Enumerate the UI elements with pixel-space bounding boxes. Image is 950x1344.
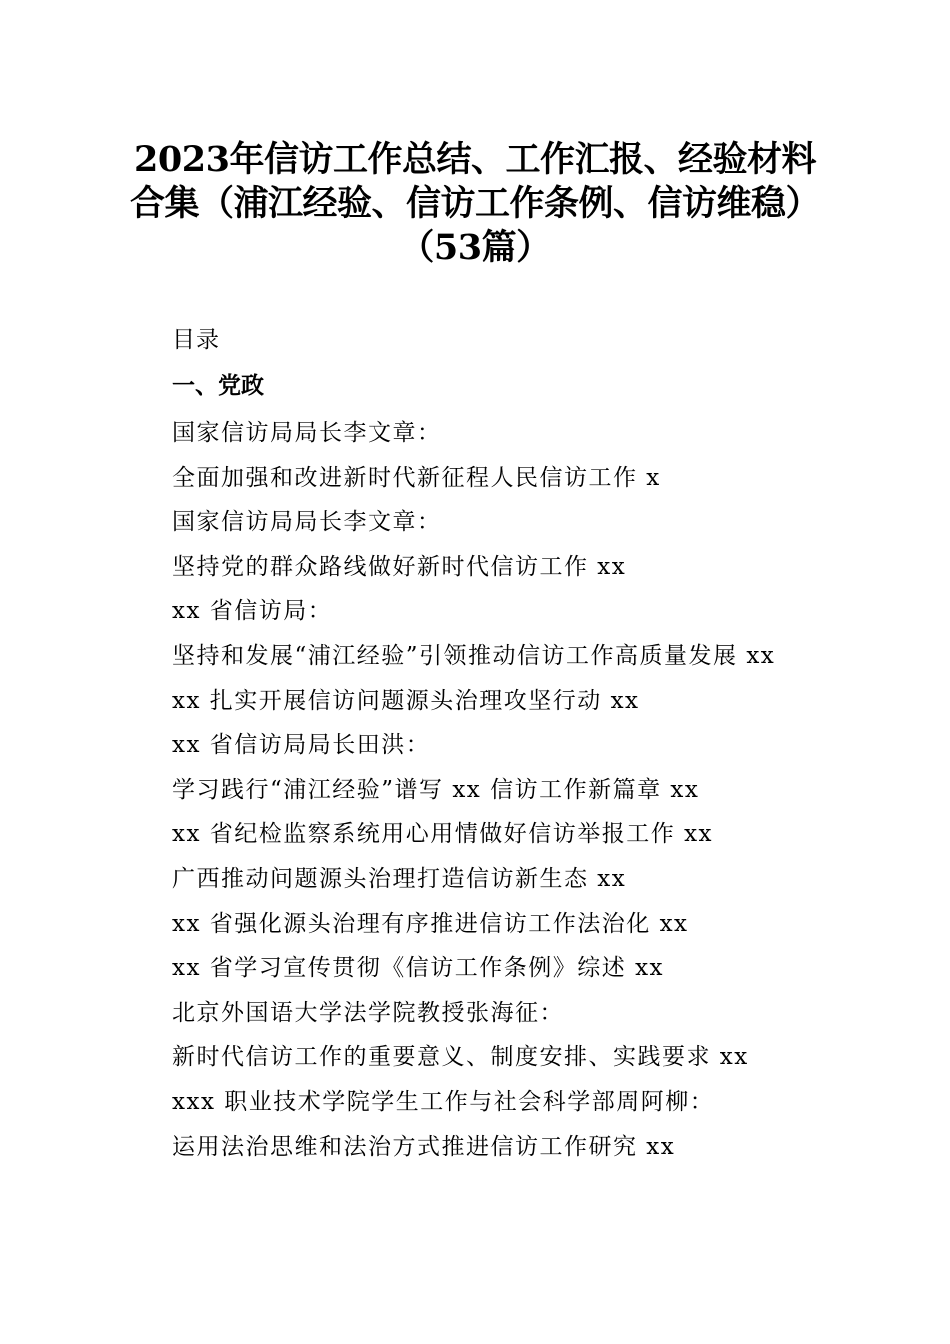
section-heading: 一、党政 [172,372,264,399]
toc-entry: xxx 职业技术学院学生工作与社会科学部周阿柳： [172,1088,715,1115]
toc-entry: 坚持和发展“浦江经验”引领推动信访工作高质量发展 xx [172,642,776,669]
toc-entry: 新时代信访工作的重要意义、制度安排、实践要求 xx [172,1044,749,1071]
toc-entry: xx 省强化源头治理有序推进信访工作法治化 xx [172,910,689,937]
toc-entry: 国家信访局局长李文章： [172,420,442,446]
toc-entry: xx 省信访局： [172,598,333,625]
toc-entry: 广西推动问题源头治理打造信访新生态 xx [172,865,627,892]
toc-entry: xx 省学习宣传贯彻《信访工作条例》综述 xx [172,955,665,982]
toc-entry: 运用法治思维和法治方式推进信访工作研究 xx [172,1133,676,1160]
title-line-1: 2023年信访工作总结、工作汇报、经验材料 [134,139,816,180]
title-line-3: （53篇） [399,227,551,268]
document-title [100,138,850,270]
toc-entry: xx 扎实开展信访问题源头治理攻坚行动 xx [172,687,640,714]
toc-list [172,413,852,1171]
toc-entry: 坚持党的群众路线做好新时代信访工作 xx [172,553,627,580]
toc-entry: 学习践行“浦江经验”谱写 xx 信访工作新篇章 xx [172,776,700,803]
toc-entry: 全面加强和改进新时代新征程人民信访工作 x [172,464,661,491]
toc-entry: 国家信访局局长李文章： [172,509,442,536]
toc-label: 目录 [172,327,220,353]
toc-entry: xx 省纪检监察系统用心用情做好信访举报工作 xx [172,821,714,848]
toc-entry: 北京外国语大学法学院教授张海征： [172,999,564,1026]
title-line-2: 合集（浦江经验、信访工作条例、信访维稳） [129,183,820,224]
toc-entry: xx 省信访局局长田洪： [172,732,431,759]
